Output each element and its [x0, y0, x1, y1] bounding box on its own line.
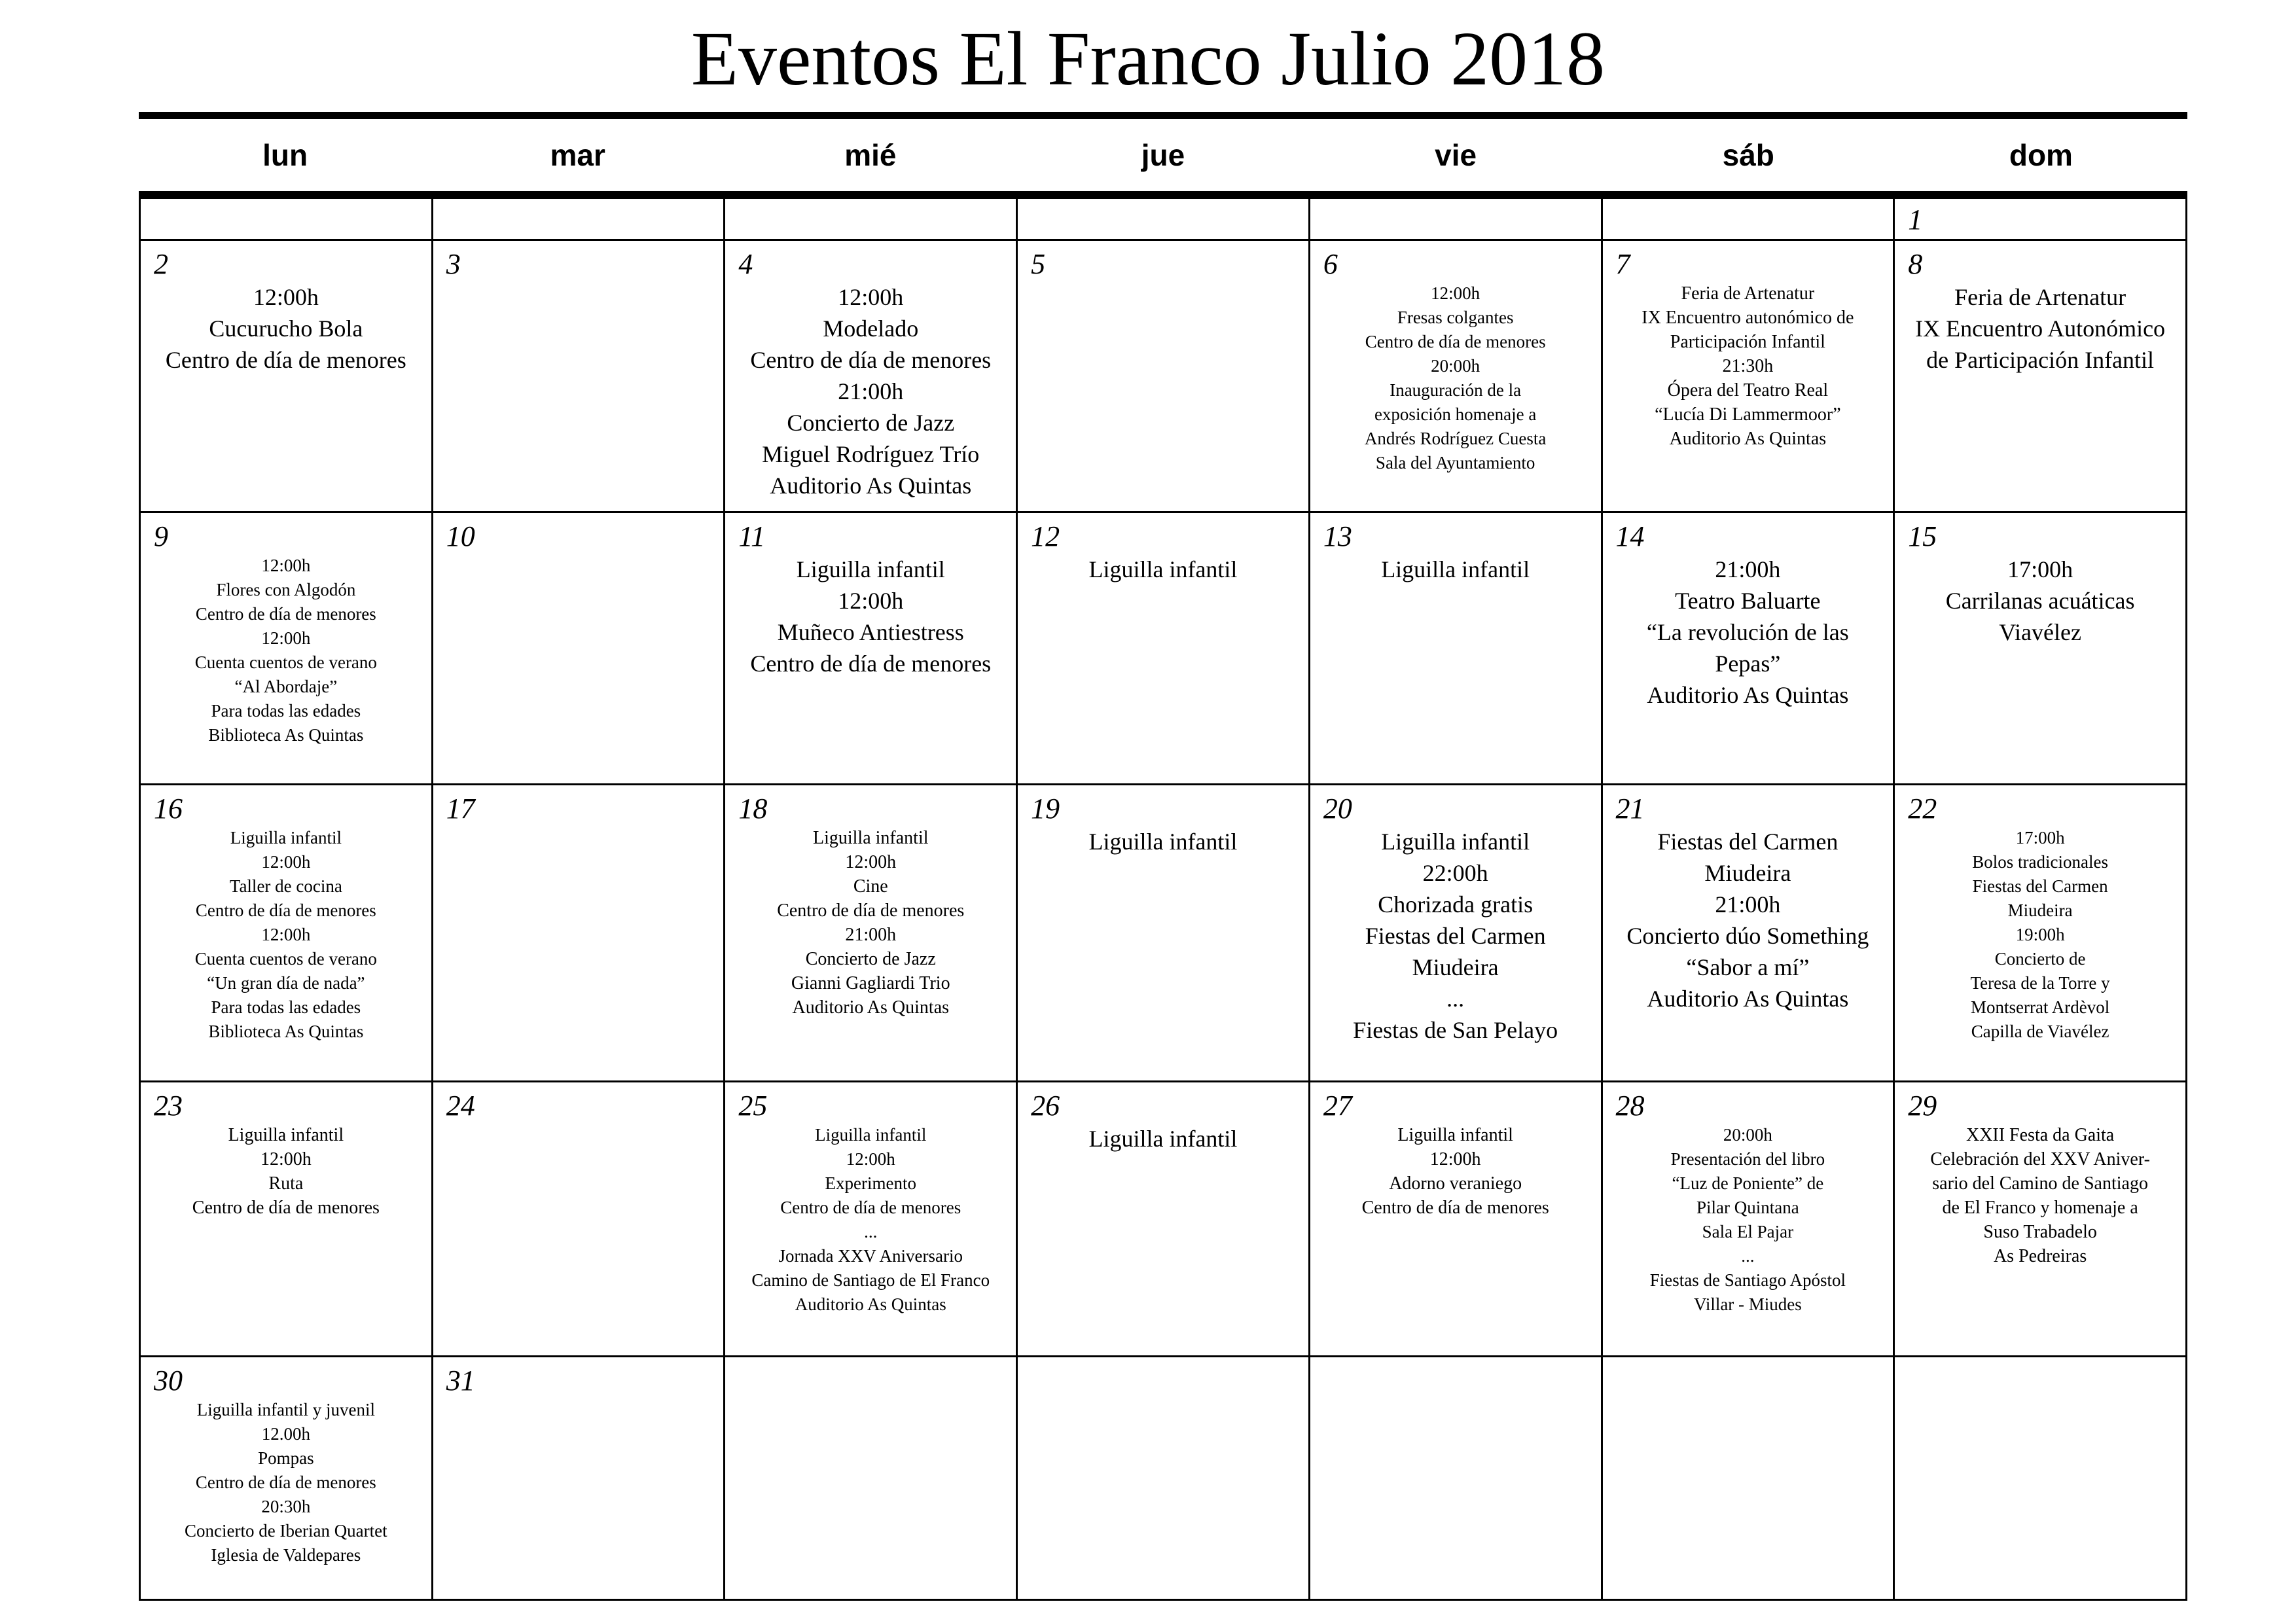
- calendar-week: [140, 785, 2187, 1082]
- event-line: 20:00h: [1723, 1125, 1772, 1145]
- day-number: 27: [1323, 1090, 1352, 1122]
- event-block: [1895, 826, 2185, 1044]
- day-cell: [432, 240, 725, 512]
- event-block: [1310, 1123, 1601, 1220]
- event-block: [1603, 281, 1893, 451]
- event-line: 21:00h: [1715, 891, 1781, 918]
- event-line: “Luz de Poniente” de: [1672, 1173, 1824, 1193]
- event-line: Iglesia de Valdepares: [211, 1545, 361, 1565]
- day-number: 2: [154, 248, 168, 280]
- day-number: 1: [1908, 204, 1923, 236]
- event-line: Liguilla infantil: [796, 556, 945, 582]
- event-line: 12:00h: [261, 628, 311, 648]
- event-block: [1310, 826, 1601, 1046]
- day-number: 26: [1031, 1090, 1060, 1122]
- event-line: Centro de día de menores: [195, 901, 376, 920]
- event-line: Concierto de Iberian Quartet: [185, 1521, 387, 1541]
- event-line: Feria de Artenatur: [1681, 283, 1815, 304]
- event-line: Centro de día de menores: [192, 1198, 380, 1218]
- event-line: Concierto de Jazz: [805, 949, 936, 969]
- calendar-week: [140, 240, 2187, 512]
- event-line: 12:00h: [1429, 1149, 1481, 1169]
- event-line: Centro de día de menores: [750, 651, 992, 677]
- event-line: ...: [1446, 986, 1465, 1012]
- event-line: IX Encuentro Autonómico: [1915, 315, 2166, 342]
- event-line: Suso Trabadelo: [1983, 1222, 2097, 1242]
- event-line: Cucurucho Bola: [209, 315, 363, 342]
- event-line: 12:00h: [253, 284, 319, 310]
- event-block: [1895, 1123, 2185, 1268]
- event-line: Inauguración de la: [1390, 380, 1522, 400]
- event-block: [1018, 554, 1308, 585]
- day-number: [1310, 1357, 1601, 1397]
- day-number: 15: [1908, 520, 1937, 552]
- day-number: 12: [1031, 520, 1060, 552]
- day-cell: [1602, 785, 1894, 1082]
- day-number: [1895, 1357, 2185, 1397]
- event-line: Para todas las edades: [211, 701, 361, 721]
- weekday-mie: mié: [844, 138, 897, 172]
- day-cell: [1309, 1082, 1602, 1357]
- calendar-week: [140, 1082, 2187, 1357]
- event-line: Fiestas de Santiago Apóstol: [1649, 1270, 1846, 1290]
- event-line: Fiestas de San Pelayo: [1353, 1017, 1558, 1043]
- event-line: XXII Festa da Gaita: [1965, 1125, 2115, 1145]
- day-number: 28: [1615, 1090, 1645, 1122]
- event-line: Concierto de Jazz: [787, 410, 955, 436]
- day-number: 13: [1323, 520, 1352, 552]
- day-cell: [1309, 512, 1602, 785]
- day-number: 25: [738, 1090, 768, 1122]
- event-line: Miudeira: [1704, 860, 1791, 886]
- event-line: Fresas colgantes: [1397, 308, 1514, 327]
- event-line: Villar - Miudes: [1693, 1294, 1802, 1314]
- page-title: Eventos El Franco Julio 2018: [691, 16, 1605, 101]
- day-number: 11: [738, 520, 766, 552]
- calendar-week: [140, 1357, 2187, 1600]
- event-line: Viavélez: [1999, 619, 2081, 645]
- event-line: Bolos tradicionales: [1972, 852, 2108, 872]
- event-line: 12:00h: [261, 925, 311, 944]
- event-line: Liguilla infantil: [1088, 829, 1238, 855]
- event-line: Cuenta cuentos de verano: [194, 949, 377, 969]
- day-cell: [1894, 785, 2187, 1082]
- event-block: [1603, 826, 1893, 1014]
- event-line: Liguilla infantil: [1088, 556, 1238, 582]
- day-number: 21: [1615, 793, 1645, 825]
- calendar-grid: [139, 197, 2187, 1601]
- event-line: Teatro Baluarte: [1675, 588, 1821, 614]
- day-number: 8: [1908, 248, 1923, 280]
- event-line: Centro de día de menores: [750, 347, 992, 373]
- day-number: 23: [154, 1090, 183, 1122]
- event-line: Teresa de la Torre y: [1970, 973, 2110, 993]
- weekday-vie: vie: [1435, 138, 1477, 172]
- event-line: Feria de Artenatur: [1954, 284, 2126, 310]
- day-cell: [140, 785, 433, 1082]
- event-line: “Al Abordaje”: [234, 677, 338, 696]
- day-cell: [432, 1357, 725, 1600]
- event-line: Muñeco Antiestress: [777, 619, 964, 645]
- event-line: 12:00h: [1431, 283, 1480, 303]
- day-number: 14: [1615, 520, 1645, 552]
- event-line: “Lucía Di Lammermoor”: [1655, 404, 1841, 425]
- empty-day-cell: [1017, 198, 1310, 240]
- day-number: 4: [738, 248, 753, 280]
- event-line: Para todas las edades: [211, 997, 361, 1017]
- event-line: Miudeira: [2007, 901, 2073, 920]
- event-line: Pilar Quintana: [1696, 1198, 1799, 1217]
- event-line: Cine: [853, 876, 888, 897]
- event-line: 22:00h: [1422, 860, 1488, 886]
- empty-day-cell: [1602, 198, 1894, 240]
- day-number: 9: [154, 520, 168, 552]
- day-cell: [1602, 512, 1894, 785]
- event-line: Taller de cocina: [229, 876, 342, 896]
- event-line: Fiestas del Carmen: [1657, 829, 1839, 855]
- event-block: [1018, 826, 1308, 857]
- day-number: 20: [1323, 793, 1352, 825]
- empty-day-cell: [1017, 1357, 1310, 1600]
- event-line: “La revolución de las: [1646, 619, 1849, 645]
- event-line: Centro de día de menores: [195, 604, 376, 624]
- day-number: [1018, 1357, 1308, 1397]
- event-block: [141, 826, 431, 1044]
- day-number: 30: [154, 1364, 183, 1397]
- event-line: Fiestas del Carmen: [1365, 923, 1546, 949]
- title-rule: [139, 112, 2187, 119]
- day-number: 22: [1908, 793, 1937, 825]
- empty-day-cell: [725, 1357, 1017, 1600]
- event-line: Miudeira: [1412, 954, 1499, 980]
- event-line: 12:00h: [261, 852, 311, 872]
- event-line: Centro de día de menores: [780, 1198, 961, 1217]
- event-line: Celebración del XXV Aniver-: [1930, 1149, 2150, 1169]
- event-line: 17:00h: [2015, 828, 2065, 847]
- event-line: Auditorio As Quintas: [770, 473, 972, 499]
- event-line: 12:00h: [838, 284, 904, 310]
- day-number: [1018, 199, 1308, 236]
- day-cell: [725, 1082, 1017, 1357]
- event-line: Fiestas del Carmen: [1972, 876, 2108, 896]
- event-line: Auditorio As Quintas: [1669, 429, 1827, 449]
- day-number: 3: [446, 248, 461, 280]
- day-cell: [1894, 240, 2187, 512]
- event-line: Liguilla infantil: [228, 1125, 344, 1145]
- event-block: [725, 281, 1016, 501]
- weekday-lun: lun: [262, 138, 308, 172]
- empty-day-cell: [725, 198, 1017, 240]
- event-line: 19:00h: [2015, 925, 2065, 944]
- event-line: de Participación Infantil: [1926, 347, 2155, 373]
- event-line: Auditorio As Quintas: [792, 997, 950, 1018]
- event-block: [141, 554, 431, 747]
- day-number: 17: [446, 793, 475, 825]
- empty-day-cell: [432, 198, 725, 240]
- event-line: Liguilla infantil: [1381, 829, 1530, 855]
- event-block: [1310, 281, 1601, 475]
- event-line: 17:00h: [2007, 556, 2073, 582]
- event-line: Capilla de Viavélez: [1971, 1022, 2109, 1041]
- event-line: Carrilanas acuáticas: [1945, 588, 2135, 614]
- event-block: [725, 554, 1016, 679]
- event-line: Jornada XXV Aniversario: [778, 1246, 963, 1266]
- weekday-sab: sáb: [1722, 138, 1774, 172]
- empty-day-cell: [140, 198, 433, 240]
- empty-day-cell: [1309, 1357, 1602, 1600]
- day-cell: [1894, 198, 2187, 240]
- event-line: 20:00h: [1431, 356, 1480, 376]
- event-line: Modelado: [823, 315, 919, 342]
- weekday-jue: jue: [1141, 138, 1185, 172]
- day-number: 7: [1615, 248, 1630, 280]
- event-line: Auditorio As Quintas: [1647, 682, 1849, 708]
- empty-day-cell: [1602, 1357, 1894, 1600]
- day-cell: [1602, 1082, 1894, 1357]
- event-block: [141, 1398, 431, 1567]
- event-block: [1895, 281, 2185, 376]
- calendar-week: [140, 512, 2187, 785]
- day-cell: [1309, 240, 1602, 512]
- event-line: Pompas: [258, 1448, 314, 1468]
- event-line: Andrés Rodríguez Cuesta: [1364, 429, 1547, 448]
- day-number: [141, 199, 431, 236]
- event-line: 12:00h: [838, 588, 904, 614]
- event-line: ...: [864, 1222, 878, 1241]
- event-block: [1603, 1123, 1893, 1317]
- calendar-week: [140, 198, 2187, 240]
- day-cell: [725, 240, 1017, 512]
- day-cell: [140, 240, 433, 512]
- event-line: Gianni Gagliardi Trio: [791, 973, 950, 993]
- day-cell: [1602, 240, 1894, 512]
- event-line: 12:00h: [845, 852, 897, 872]
- event-line: Pepas”: [1715, 651, 1781, 677]
- day-cell: [1894, 1082, 2187, 1357]
- day-cell: [725, 785, 1017, 1082]
- day-number: [725, 199, 1016, 236]
- event-line: Biblioteca As Quintas: [208, 725, 364, 745]
- day-number: [433, 199, 724, 236]
- event-line: Ruta: [268, 1173, 304, 1194]
- day-cell: [1017, 512, 1310, 785]
- event-line: Biblioteca As Quintas: [208, 1022, 364, 1041]
- day-cell: [1894, 512, 2187, 785]
- event-line: 12:00h: [846, 1149, 895, 1169]
- event-line: 12:00h: [261, 556, 311, 575]
- day-number: 19: [1031, 793, 1060, 825]
- day-number: 10: [446, 520, 475, 552]
- day-cell: [1017, 785, 1310, 1082]
- event-block: [1310, 554, 1601, 585]
- empty-day-cell: [1309, 198, 1602, 240]
- event-block: [725, 826, 1016, 1020]
- day-number: 6: [1323, 248, 1338, 280]
- day-number: [1603, 1357, 1893, 1397]
- weekday-header: [139, 119, 2187, 191]
- event-line: Participación Infantil: [1670, 332, 1825, 352]
- event-line: exposición homenaje a: [1374, 404, 1537, 424]
- day-number: [1310, 199, 1601, 236]
- event-line: 12:00h: [260, 1149, 312, 1169]
- event-line: Centro de día de menores: [165, 347, 406, 373]
- day-cell: [432, 785, 725, 1082]
- event-block: [1603, 554, 1893, 711]
- event-block: [141, 281, 431, 376]
- event-line: 12.00h: [261, 1424, 310, 1444]
- day-cell: [725, 512, 1017, 785]
- event-line: Sala El Pajar: [1702, 1222, 1794, 1241]
- event-line: “Un gran día de nada”: [207, 973, 365, 993]
- event-block: [725, 1123, 1016, 1317]
- event-line: Flores con Algodón: [216, 580, 356, 599]
- event-line: Auditorio As Quintas: [1647, 986, 1849, 1012]
- event-line: Centro de día de menores: [195, 1472, 376, 1492]
- event-line: As Pedreiras: [1993, 1246, 2087, 1266]
- day-cell: [432, 1082, 725, 1357]
- day-number: 31: [446, 1364, 475, 1397]
- event-line: Liguilla infantil: [812, 828, 929, 848]
- event-line: Liguilla infantil: [1088, 1126, 1238, 1152]
- event-line: sario del Camino de Santiago: [1932, 1173, 2148, 1194]
- event-line: Concierto de: [1994, 949, 2086, 969]
- event-line: Ópera del Teatro Real: [1667, 380, 1829, 401]
- day-number: 5: [1031, 248, 1046, 280]
- event-line: Presentación del libro: [1670, 1149, 1825, 1169]
- event-line: 21:00h: [838, 378, 904, 404]
- weekday-dom: dom: [2009, 138, 2073, 172]
- event-block: [141, 1123, 431, 1220]
- day-number: [725, 1357, 1016, 1397]
- event-line: Centro de día de menores: [1365, 332, 1546, 351]
- event-line: Liguilla infantil y juvenil: [196, 1400, 375, 1419]
- event-line: Liguilla infantil: [230, 828, 342, 847]
- day-cell: [1017, 240, 1310, 512]
- day-cell: [140, 1357, 433, 1600]
- event-line: 21:00h: [845, 925, 897, 945]
- event-block: [1018, 1123, 1308, 1154]
- event-line: Chorizada gratis: [1378, 891, 1534, 918]
- event-line: 21:30h: [1722, 356, 1774, 376]
- day-cell: [432, 512, 725, 785]
- event-line: Concierto dúo Something: [1626, 923, 1869, 949]
- event-line: Liguilla infantil: [815, 1125, 927, 1145]
- event-line: de El Franco y homenaje a: [1942, 1198, 2138, 1218]
- day-cell: [140, 512, 433, 785]
- event-line: Montserrat Ardèvol: [1971, 997, 2110, 1017]
- header-rule: [139, 191, 2187, 197]
- event-line: Camino de Santiago de El Franco: [751, 1270, 990, 1290]
- day-cell: [1309, 785, 1602, 1082]
- event-line: Centro de día de menores: [1361, 1198, 1549, 1218]
- day-number: 18: [738, 793, 768, 825]
- event-line: 20:30h: [261, 1497, 311, 1516]
- event-line: Miguel Rodríguez Trío: [762, 441, 980, 467]
- empty-day-cell: [1894, 1357, 2187, 1600]
- event-line: Liguilla infantil: [1397, 1125, 1513, 1145]
- event-line: IX Encuentro autonómico de: [1641, 308, 1854, 328]
- day-number: 16: [154, 793, 183, 825]
- event-line: “Sabor a mí”: [1686, 954, 1810, 980]
- day-number: [1603, 199, 1893, 236]
- event-block: [1895, 554, 2185, 648]
- event-line: Sala del Ayuntamiento: [1375, 453, 1535, 473]
- event-line: Liguilla infantil: [1381, 556, 1530, 582]
- day-cell: [1017, 1082, 1310, 1357]
- weekday-mar: mar: [550, 138, 605, 172]
- event-line: Auditorio As Quintas: [795, 1294, 946, 1314]
- day-cell: [140, 1082, 433, 1357]
- day-number: 29: [1908, 1090, 1937, 1122]
- event-line: Centro de día de menores: [777, 901, 965, 921]
- event-line: Adorno veraniego: [1389, 1173, 1522, 1194]
- event-line: ...: [1741, 1246, 1755, 1266]
- event-line: Experimento: [825, 1173, 916, 1193]
- event-line: 21:00h: [1715, 556, 1781, 582]
- day-number: 24: [446, 1090, 475, 1122]
- event-line: Cuenta cuentos de verano: [194, 652, 377, 672]
